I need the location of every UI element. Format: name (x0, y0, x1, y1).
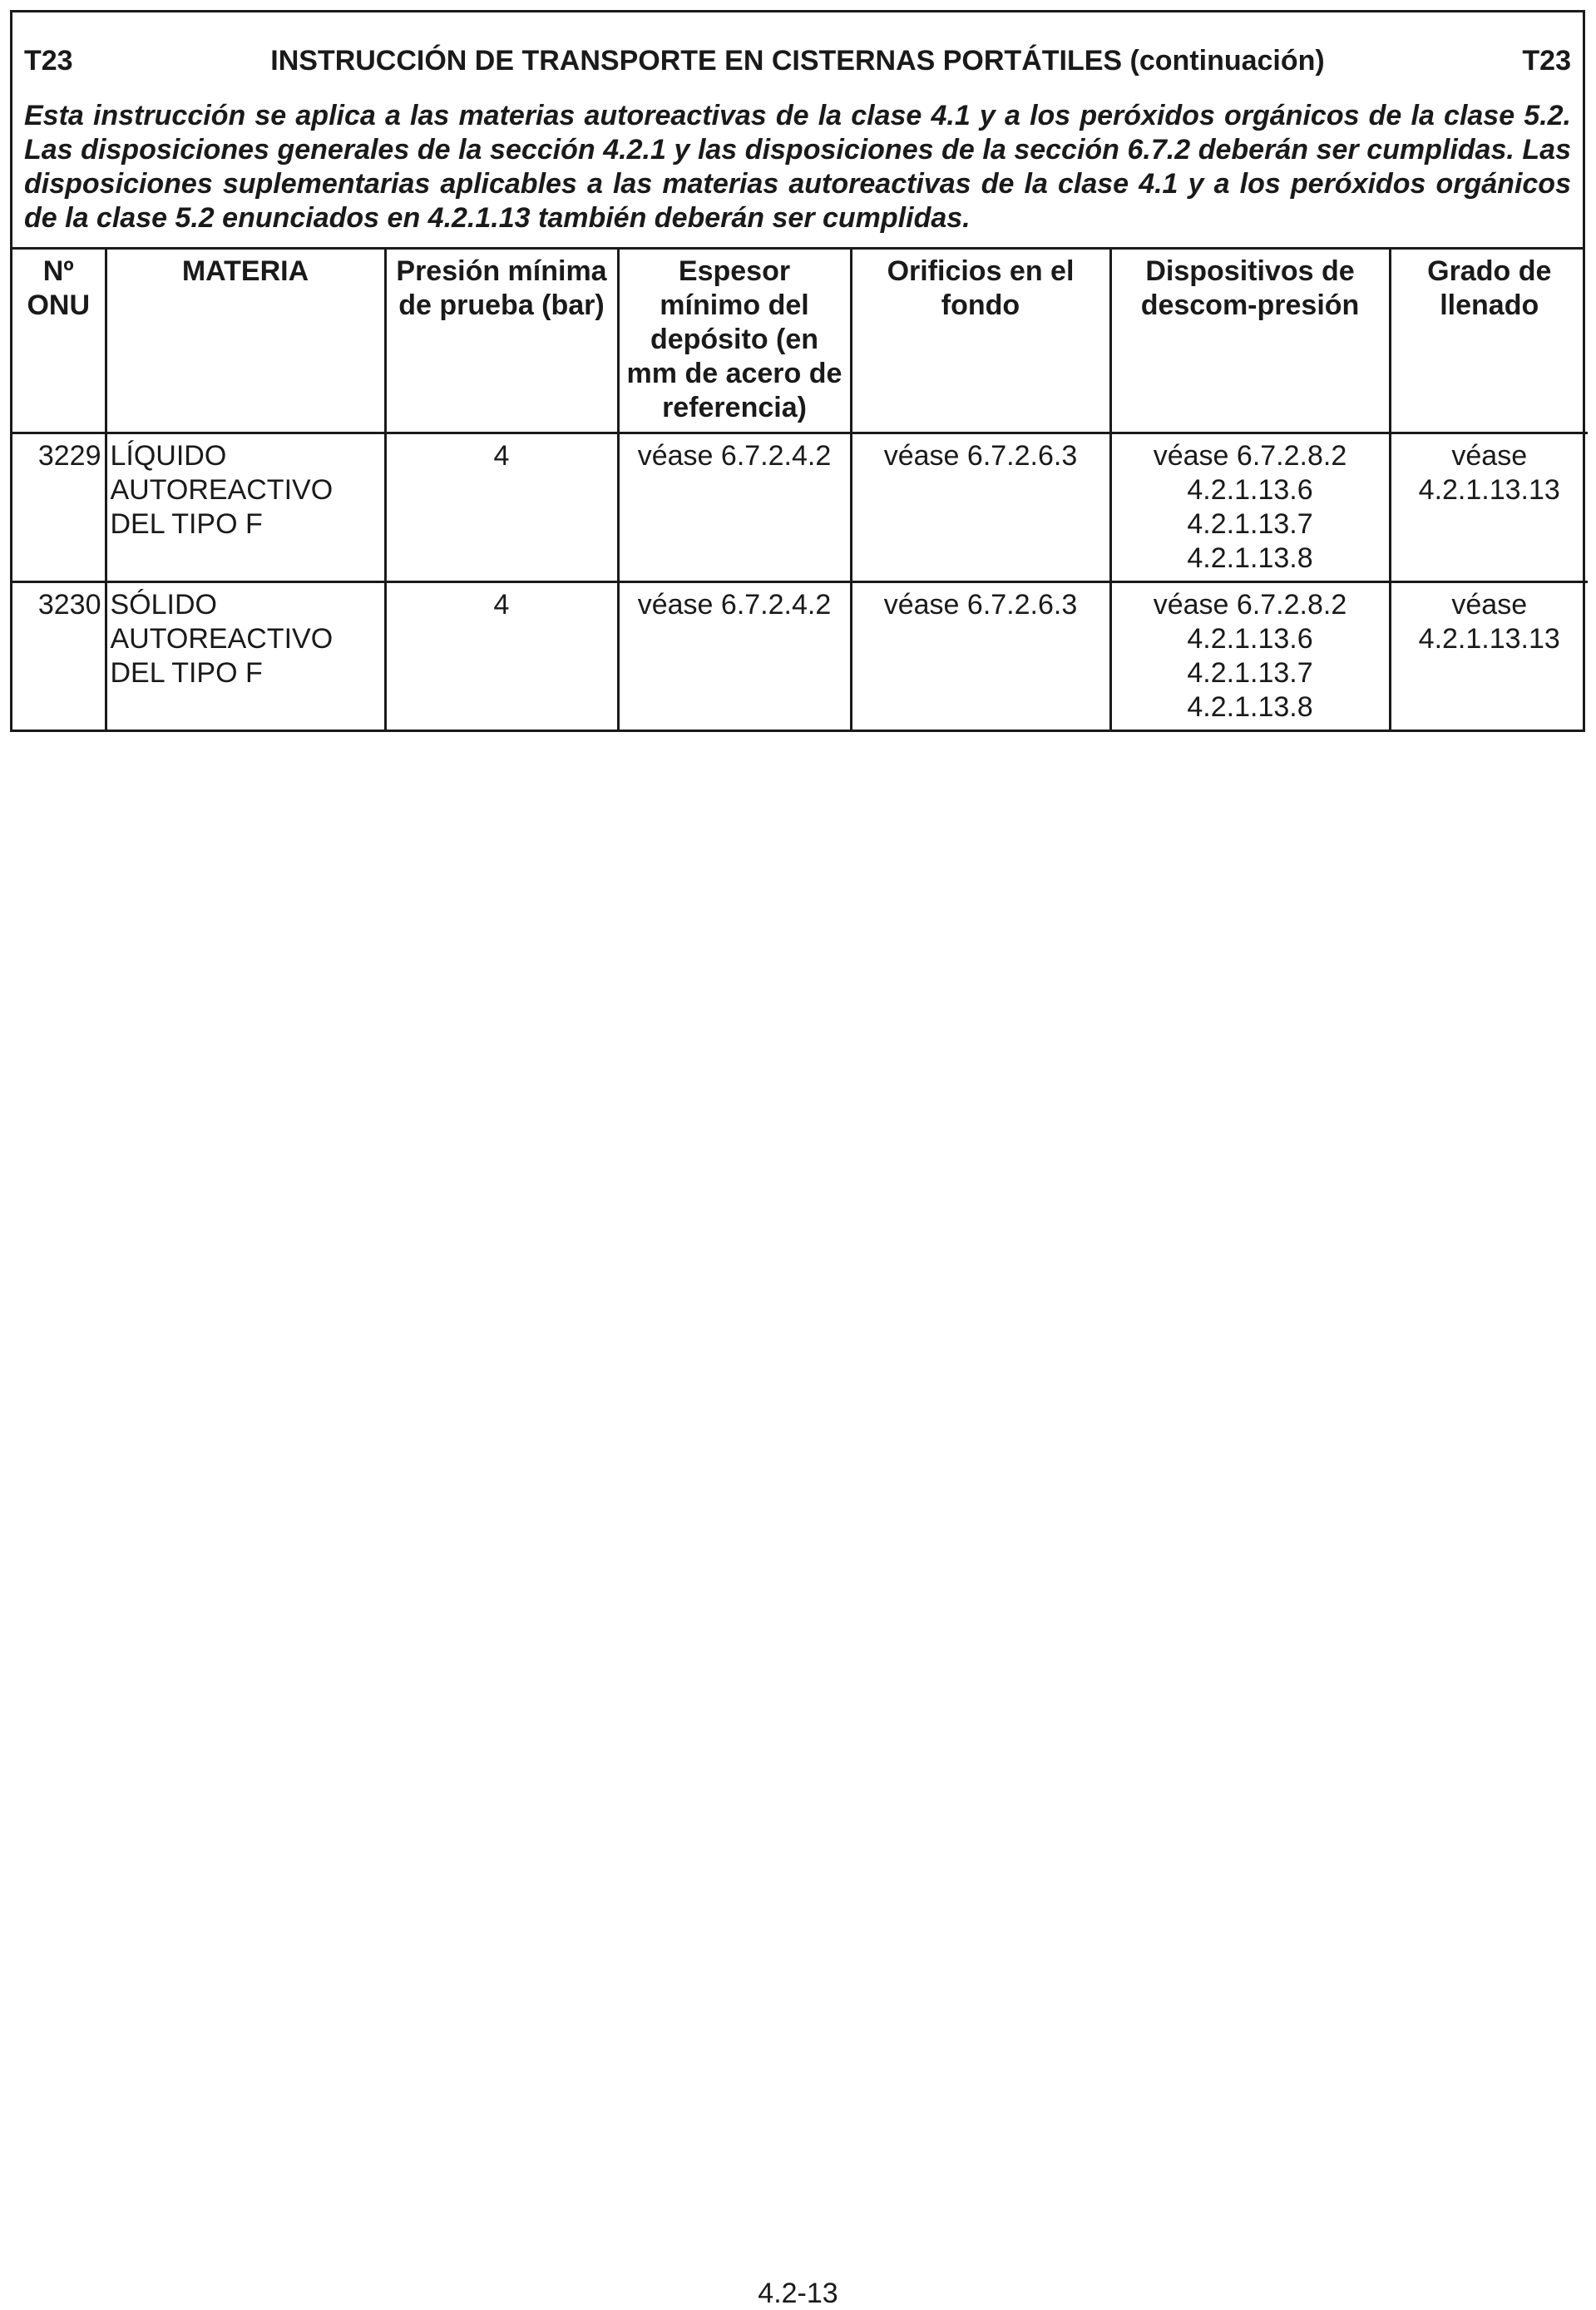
header-line: descom-presión (1140, 289, 1360, 321)
header-line: Presión mínima (396, 255, 607, 287)
header-line: llenado (1440, 289, 1539, 321)
table-row (12, 582, 1588, 730)
cell-espesor: véase 6.7.2.4.2 (618, 433, 851, 582)
column-header-espesor (618, 250, 851, 433)
cell-presion: 4 (385, 582, 618, 730)
cell-orificios: véase 6.7.2.6.3 (851, 582, 1110, 730)
cell-un: 3229 (12, 433, 106, 582)
header-line: Espesor (678, 255, 791, 287)
cell-line: 4.2.1.13.13 (1418, 474, 1560, 506)
header-line: referencia) (662, 392, 807, 423)
tank-table (12, 250, 1588, 730)
header-line: Nº (42, 255, 74, 287)
cell-orificios: véase 6.7.2.6.3 (851, 433, 1110, 582)
cell-line: AUTOREACTIVO (110, 623, 334, 655)
table-row (12, 433, 1588, 582)
cell-line: DEL TIPO F (110, 508, 263, 540)
header-line: Orificios en el (887, 255, 1075, 287)
header-line: mm de acero de (626, 358, 842, 389)
cell-un: 3230 (12, 582, 106, 730)
cell-grado (1390, 433, 1588, 582)
cell-line: 4.2.1.13.7 (1187, 657, 1313, 689)
page-number: 4.2-13 (758, 2278, 838, 2309)
column-header-un (12, 250, 106, 433)
header-line: depósito (en (650, 324, 819, 355)
header-line: de prueba (bar) (398, 289, 605, 321)
column-header-grado (1390, 250, 1588, 433)
header-line: Dispositivos de (1145, 255, 1355, 287)
cell-espesor: véase 6.7.2.4.2 (618, 582, 851, 730)
instruction-title: INSTRUCCIÓN DE TRANSPORTE EN CISTERNAS PORTÁTILES (continuación) (270, 44, 1325, 77)
cell-line: 4.2.1.13.6 (1187, 474, 1313, 506)
instruction-frame (10, 10, 1585, 732)
cell-line: 4.2.1.13.8 (1187, 542, 1313, 574)
instruction-code-right: T23 (1522, 44, 1571, 77)
instruction-header-box (12, 32, 1583, 250)
cell-line: 4.2.1.13.8 (1187, 691, 1313, 723)
cell-grado (1390, 582, 1588, 730)
cell-line: véase 6.7.2.8.2 (1153, 440, 1347, 472)
header-line: Grado de (1427, 255, 1552, 287)
cell-materia (106, 582, 385, 730)
header-line: ONU (27, 289, 91, 321)
cell-line: 4.2.1.13.7 (1187, 508, 1313, 540)
column-header-materia (106, 250, 385, 433)
cell-line: AUTOREACTIVO (110, 474, 334, 506)
cell-line: DEL TIPO F (110, 657, 263, 689)
column-header-dispositivos (1110, 250, 1390, 433)
table-header-row (12, 250, 1588, 433)
cell-dispositivos (1110, 433, 1390, 582)
instruction-code-left: T23 (24, 44, 73, 77)
cell-presion: 4 (385, 433, 618, 582)
cell-line: véase 6.7.2.8.2 (1153, 589, 1347, 621)
column-header-presion (385, 250, 618, 433)
cell-line: véase (1451, 440, 1528, 472)
header-line: MATERIA (181, 255, 309, 287)
cell-line: 4.2.1.13.6 (1187, 623, 1313, 655)
header-line: fondo (941, 289, 1020, 321)
cell-dispositivos (1110, 582, 1390, 730)
intro-paragraph: Esta instrucción se aplica a las materias autoreactivas de la clase 4.1 y a los peróxidos orgánicos de la clase 5.2. Las disposiciones generales de la sección 4.2.1 y las disposiciones de la sección 6.7.2 deberán ser cumplidas. Las disposiciones suplementarias aplicables a las materias autoreactivas de la clase 4.1 y a los peróxidos orgánicos de la clase 5.2 enunciados en 4.2.1.13 también deberán ser cumplidas. (24, 100, 1571, 234)
cell-line: LÍQUIDO (110, 440, 227, 472)
cell-line: véase (1451, 589, 1528, 621)
column-header-orificios (851, 250, 1110, 433)
header-line: mínimo del (660, 289, 809, 321)
cell-line: SÓLIDO (110, 589, 217, 621)
cell-materia (106, 433, 385, 582)
cell-line: 4.2.1.13.13 (1418, 623, 1560, 655)
title-row (24, 32, 1571, 89)
